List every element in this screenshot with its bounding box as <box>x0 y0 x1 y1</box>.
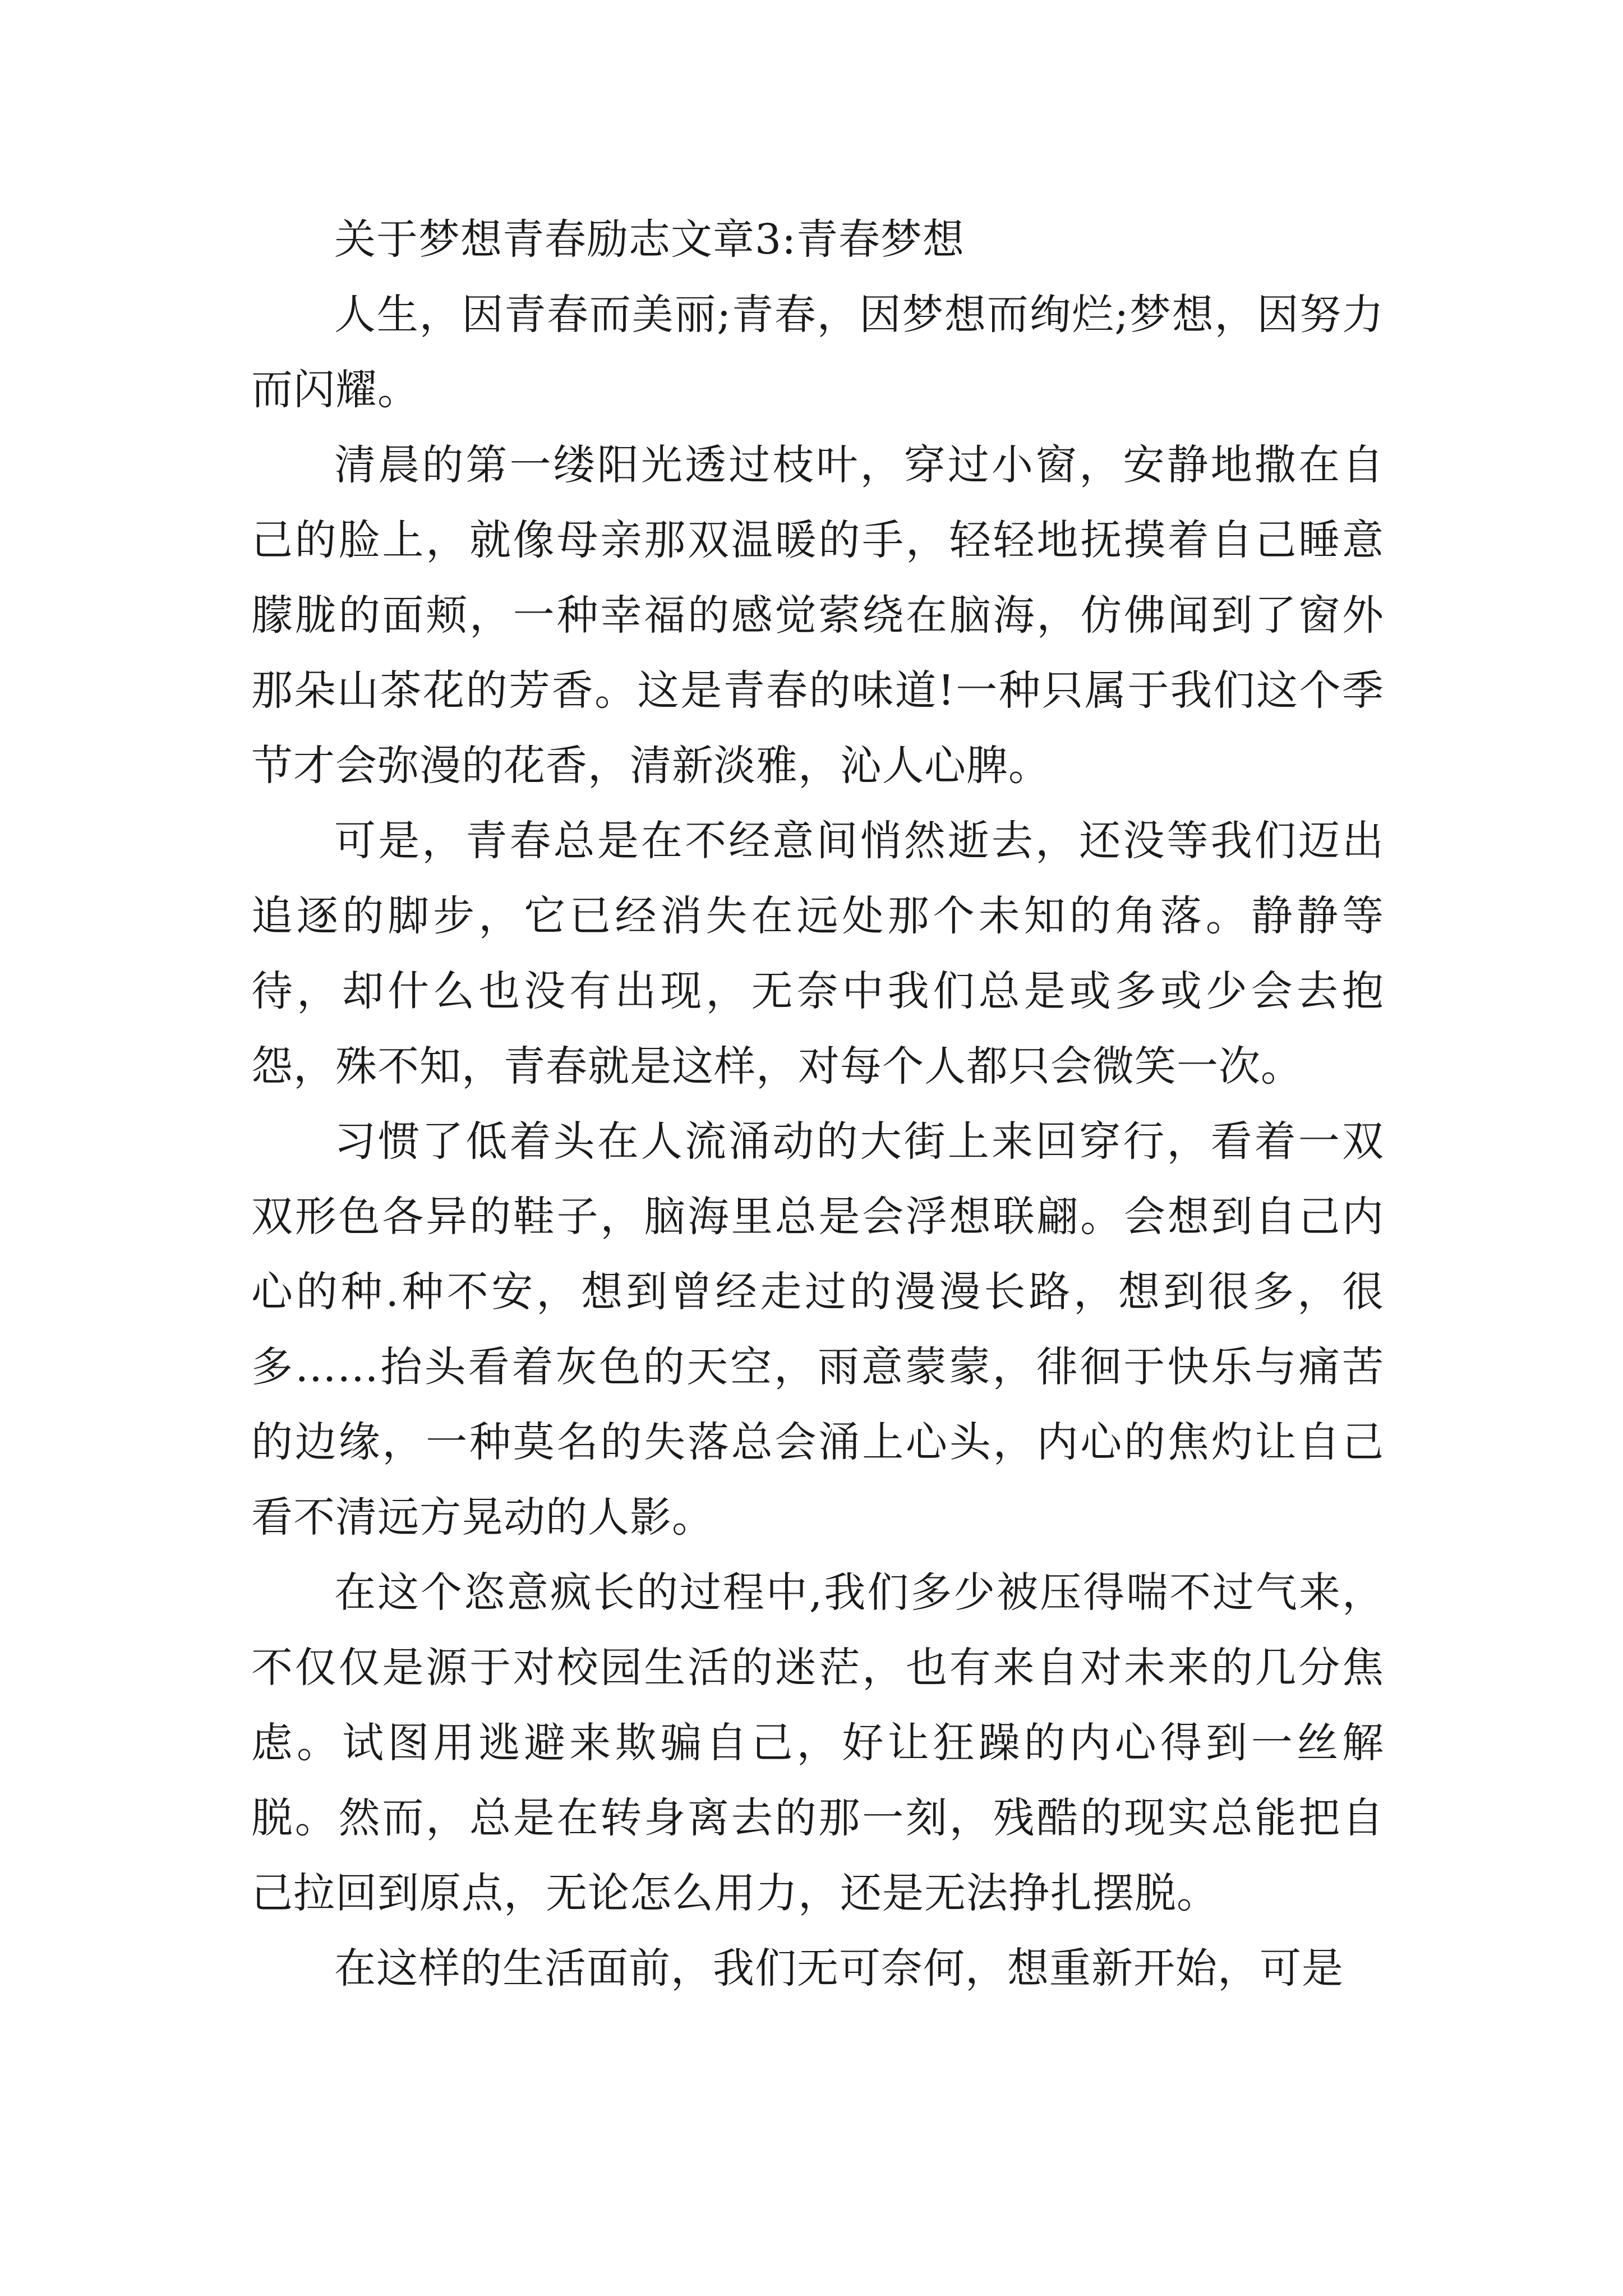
paragraph-2: 清晨的第一缕阳光透过枝叶，穿过小窗，安静地撒在自己的脸上，就像母亲那双温暖的手，轻轻地抚摸着自己睡意朦胧的面颊，一种幸福的感觉萦绕在脑海，仿佛闻到了窗外那朵山茶花的芳香。这是青春的味道!一种只属于我们这个季节才会弥漫的花香，清新淡雅，沁人心脾。 <box>251 441 1384 790</box>
article-title: 关于梦想青春励志文章3:青春梦想 <box>334 215 965 264</box>
paragraph-5: 在这个恣意疯长的过程中,我们多少被压得喘不过气来，不仅仅是源于对校园生活的迷茫，也有来自对未来的几分焦虑。试图用逃避来欺骗自己，好让狂躁的内心得到一丝解脱。然而，总是在转身离去的那一刻，残酷的现实总能把自己拉回到原点，无论怎么用力，还是无法挣扎摆脱。 <box>251 1568 1384 1917</box>
paragraph-3: 可是，青春总是在不经意间悄然逝去，还没等我们迈出追逐的脚步，它已经消失在远处那个未知的角落。静静等待，却什么也没有出现，无奈中我们总是或多或少会去抱怨，殊不知，青春就是这样，对每个人都只会微笑一次。 <box>251 817 1384 1091</box>
paragraph-6: 在这样的生活面前，我们无可奈何，想重新开始，可是 <box>334 1944 1344 1993</box>
article-body <box>251 202 1384 2006</box>
paragraph-1: 人生，因青春而美丽;青春，因梦想而绚烂;梦想，因努力而闪耀。 <box>251 291 1384 414</box>
paragraph-4: 习惯了低着头在人流涌动的大街上来回穿行，看着一双双形色各异的鞋子，脑海里总是会浮想联翩。会想到自己内心的种.种不安，想到曾经走过的漫漫长路，想到很多，很多……抬头看着灰色的天空，雨意蒙蒙，徘徊于快乐与痛苦的边缘，一种莫名的失落总会涌上心头，内心的焦灼让自己看不清远方晃动的人影。 <box>251 1117 1384 1542</box>
